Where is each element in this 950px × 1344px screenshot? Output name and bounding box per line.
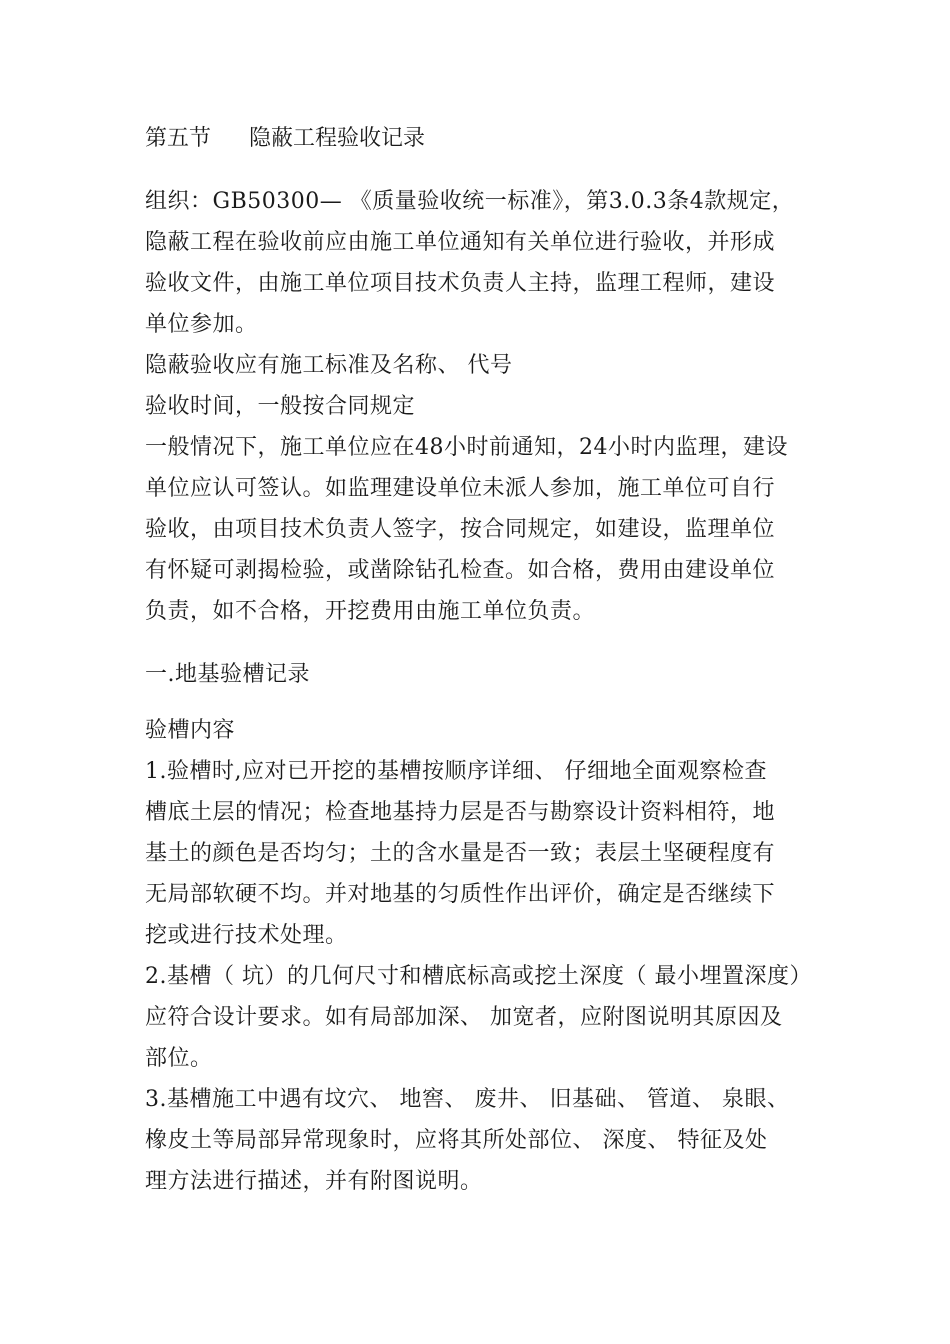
text-line: 一般情况下，施工单位应在48小时前通知，24小时内监理，建设 (145, 435, 788, 460)
text-line: 负责，如不合格，开挖费用由施工单位负责。 (145, 599, 596, 624)
text-line: 部位。 (145, 1046, 213, 1071)
subsection-title: 一.地基验槽记录 (145, 662, 310, 687)
text-line: 有怀疑可剥揭检验，或凿除钻孔检查。如合格，费用由建设单位 (145, 558, 776, 583)
text-line: 橡皮土等局部异常现象时，应将其所处部位、 深度、 特征及处 (145, 1128, 768, 1153)
text-line: 隐蔽验收应有施工标准及名称、 代号 (145, 353, 513, 378)
text-line: 应符合设计要求。如有局部加深、 加宽者，应附图说明其原因及 (145, 1005, 783, 1030)
text-line: 单位应认可签认。如监理建设单位未派人参加，施工单位可自行 (145, 476, 776, 501)
text-line: 验收时间，一般按合同规定 (145, 394, 416, 419)
text-line: 验收文件，由施工单位项目技术负责人主持，监理工程师，建设 (145, 271, 776, 296)
text-line: 隐蔽工程在验收前应由施工单位通知有关单位进行验收，并形成 (145, 230, 776, 255)
text-line: 基土的颜色是否均匀；土的含水量是否一致；表层土坚硬程度有 (145, 841, 776, 866)
text-line: 槽底土层的情况；检查地基持力层是否与勘察设计资料相符，地 (145, 800, 776, 825)
text-line: 无局部软硬不均。并对地基的匀质性作出评价，确定是否继续下 (145, 882, 776, 907)
text-line: 组织：GB50300— 《质量验收统一标准》，第3.0.3条4款规定， (145, 189, 795, 214)
text-line: 单位参加。 (145, 312, 258, 337)
text-line: 1.验槽时,应对已开挖的基槽按顺序详细、 仔细地全面观察检查 (145, 759, 767, 784)
section-title-text: 隐蔽工程验收记录 (249, 126, 426, 151)
section-number: 第五节 (145, 126, 212, 151)
content-heading: 验槽内容 (145, 718, 236, 743)
text-line: 挖或进行技术处理。 (145, 923, 348, 948)
intro-paragraph (145, 181, 825, 632)
section-title (145, 118, 825, 159)
text-line: 验收，由项目技术负责人签字，按合同规定，如建设，监理单位 (145, 517, 776, 542)
document-page (145, 118, 825, 1202)
text-line: 3.基槽施工中遇有坟穴、 地窖、 废井、 旧基础、 管道、 泉眼、 (145, 1087, 790, 1112)
text-line: 2.基槽（ 坑）的几何尺寸和槽底标高或挖土深度（ 最小埋置深度） (145, 964, 812, 989)
inspection-items (145, 751, 825, 1202)
text-line: 理方法进行描述，并有附图说明。 (145, 1169, 483, 1194)
